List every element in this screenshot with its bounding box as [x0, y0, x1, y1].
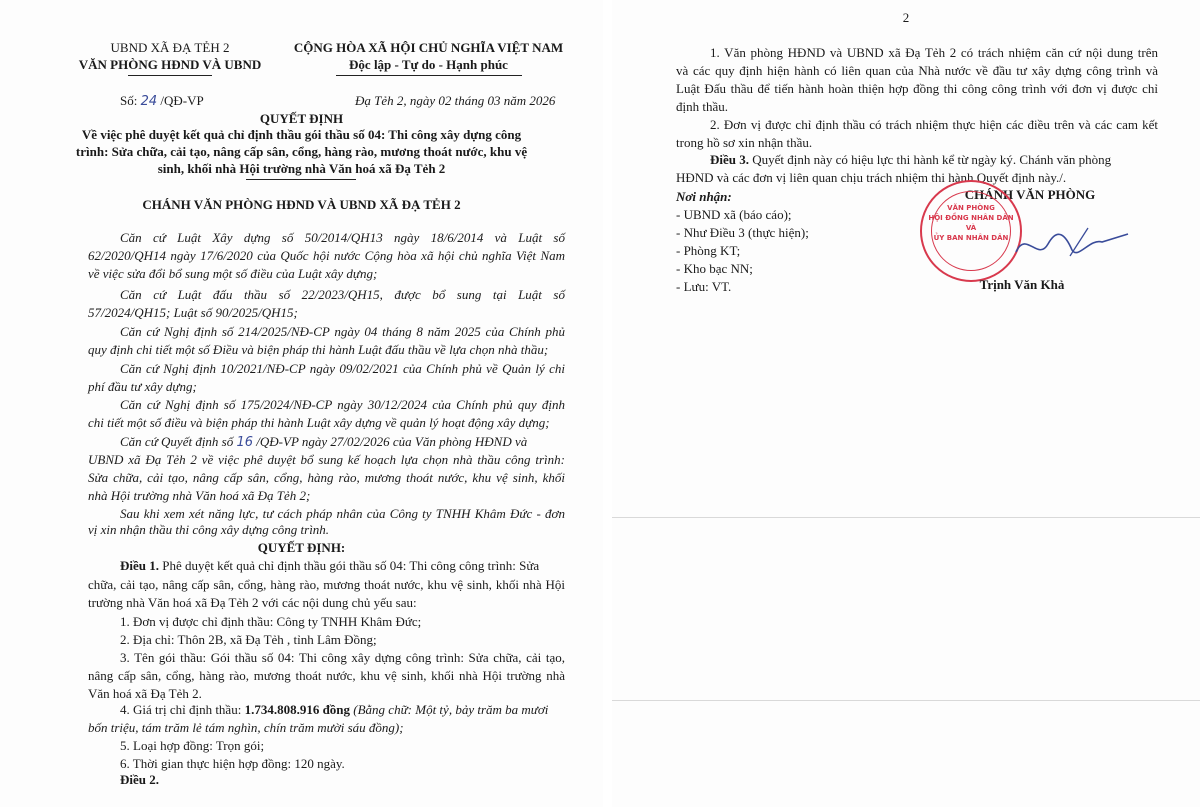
review-line-2: vị xin nhận thầu thi công xây dựng công trình. [88, 522, 330, 537]
item-6: 6. Thời gian thực hiện hợp đồng: 120 ngày. [120, 756, 345, 771]
place-date: Đạ Tẻh 2, ngày 02 tháng 03 năm 2026 [355, 93, 556, 108]
article-2-label: Điều 2. [120, 772, 159, 787]
page-number: 2 [902, 10, 910, 25]
basis-6-line-1: Căn cứ Quyết định số 16 /QĐ-VP ngày 27/02/2026 của Văn phòng HĐND và [120, 434, 528, 450]
official-seal: VĂN PHÒNG HỘI ĐỒNG NHÂN DÂN VÀ ỦY BAN NHÂN DÂN [920, 180, 1022, 282]
document-page-2 [612, 0, 1200, 807]
review-line-1: Sau khi xem xét năng lực, tư cách pháp nhân của Công ty TNHH Khâm Đức - đơn [120, 506, 565, 521]
recipient-item: - Lưu: VT. [676, 279, 732, 294]
decide-title: QUYẾT ĐỊNH: [257, 540, 346, 555]
basis-6-line-3: Sửa chữa, cải tạo, nâng cấp sân, cổng, hàng rào, mương thoát nước, khu vệ sinh, khối [88, 470, 565, 485]
recipient-item: - Phòng KT; [676, 243, 741, 258]
clause-2-line-2: trong hồ sơ xin nhận thầu. [676, 135, 813, 150]
subject-line-3: sinh, khối nhà Hội trường nhà Văn hoá xã Đạ Tẻh 2 [157, 161, 446, 176]
basis-1-line-3: về việc sửa đổi bổ sung một số điều của Luật xây dựng; [88, 266, 378, 281]
item-3-line-1: 3. Tên gói thầu: Gói thầu số 04: Thi công xây dựng công trình: Sửa chữa, cải tạo, [120, 650, 565, 665]
clause-2-line-1: 2. Đơn vị được chỉ định thầu có trách nhiệm thực hiện các điều trên và các cam kết [710, 117, 1158, 132]
item-2: 2. Địa chỉ: Thôn 2B, xã Đạ Tẻh , tỉnh Lâm Đồng; [120, 632, 377, 647]
clause-1-line-1: 1. Văn phòng HĐND và UBND xã Đạ Tẻh 2 có trách nhiệm căn cứ nội dung trên [710, 45, 1158, 60]
article-3-line-2: HĐND và các đơn vị liên quan chịu trách nhiệm thi hành Quyết định này./. [676, 170, 1067, 185]
basis-2-line-2: 57/2024/QH15; Luật số 90/2025/QH15; [88, 305, 298, 320]
document-number: Số: 24 /QĐ-VP [120, 93, 204, 109]
basis-3-line-1: Căn cứ Nghị định số 214/2025/NĐ-CP ngày 04 tháng 8 năm 2025 của Chính phủ [120, 324, 565, 339]
subject-line-2: trình: Sửa chữa, cải tạo, nâng cấp sân, cổng, hàng rào, mương thoát nước, khu vệ [75, 144, 528, 159]
national-title: CỘNG HÒA XÃ HỘI CHỦ NGHĨA VIỆT NAM [293, 40, 564, 55]
contract-amount: 1.734.808.916 đồng [244, 702, 351, 717]
recipient-item: - Kho bạc NN; [676, 261, 753, 276]
recipient-item: - Như Điều 3 (thực hiện); [676, 225, 809, 240]
clause-1-line-3: Luật Đấu thầu để tiến hành hoàn thiện hợp đồng thi công công trình với đơn vị được chỉ [676, 81, 1158, 96]
basis-5-line-1: Căn cứ Nghị định số 175/2024/NĐ-CP ngày 30/12/2024 của Chính phủ quy định [120, 397, 565, 412]
scan-line [612, 517, 1200, 518]
handwritten-qd-number: 16 [236, 435, 254, 450]
item-4-line-1: 4. Giá trị chỉ định thầu: 1.734.808.916 đồng (Bằng chữ: Một tỷ, bảy trăm ba mươi [120, 702, 549, 717]
basis-1-line-2: 62/2020/QH14 ngày 17/6/2020 của Quốc hội nước Cộng hòa xã hội chủ nghĩa Việt Nam [88, 248, 565, 263]
article-1-line-1: Điều 1. Phê duyệt kết quả chỉ định thầu gói thầu số 04: Thi công công trình: Sửa [120, 558, 540, 573]
basis-2-line-1: Căn cứ Luật đấu thầu số 22/2023/QH15, được bổ sung tại Luật số [120, 287, 565, 302]
org-line-1: UBND XÃ ĐẠ TẺH 2 [110, 40, 230, 55]
subject-underline [246, 179, 356, 180]
article-1-line-3: trường nhà Văn hoá xã Đạ Tẻh 2 với các nội dung chủ yếu sau: [88, 595, 417, 610]
authority-title: CHÁNH VĂN PHÒNG HĐND VÀ UBND XÃ ĐẠ TẺH 2 [142, 197, 461, 212]
clause-1-line-4: định thầu. [676, 99, 728, 114]
motto-underline [336, 75, 522, 76]
basis-4-line-2: phí đầu tư xây dựng; [88, 379, 197, 394]
article-1-line-2: chữa, cải tạo, nâng cấp sân, cổng, hàng rào, mương thoát nước, khu vệ sinh, khối nhà Hội [88, 577, 565, 592]
recipients-title: Nơi nhận: [676, 189, 732, 204]
item-1: 1. Đơn vị được chỉ định thầu: Công ty TNHH Khâm Đức; [120, 614, 422, 629]
item-4-line-2: bốn triệu, tám trăm lẻ tám nghìn, chín trăm mười sáu đồng); [88, 720, 404, 735]
basis-3-line-2: quy định chi tiết một số Điều và biện pháp thi hành Luật đấu thầu về lựa chọn nhà thầu; [88, 342, 549, 357]
org-underline [128, 75, 212, 76]
handwritten-signature [1012, 222, 1132, 272]
article-3-line-1: Điều 3. Quyết định này có hiệu lực thi hành kể từ ngày ký. Chánh văn phòng [710, 152, 1112, 167]
scan-line [612, 700, 1200, 701]
basis-4-line-1: Căn cứ Nghị định 10/2021/NĐ-CP ngày 09/02/2021 của Chính phủ về Quản lý chi [120, 361, 565, 376]
subject-line-1: Về việc phê duyệt kết quả chỉ định thầu gói thầu số 04: Thi công xây dựng công [81, 127, 522, 142]
basis-6-line-4: nhà Hội trường nhà Văn hoá xã Đạ Tẻh 2; [88, 488, 311, 503]
basis-6-line-2: UBND xã Đạ Tẻh 2 về việc phê duyệt bổ sung kế hoạch lựa chọn nhà thầu công trình: [88, 452, 565, 467]
signer-title: CHÁNH VĂN PHÒNG [964, 187, 1096, 202]
page-gap [603, 0, 612, 807]
signer-name: Trịnh Văn Khả [979, 277, 1065, 292]
clause-1-line-2: và các quy định hiện hành có liên quan của Nhà nước về đầu tư xây dựng công trình và [676, 63, 1158, 78]
basis-1-line-1: Căn cứ Luật Xây dựng số 50/2014/QH13 ngày 18/6/2014 và Luật số [120, 230, 565, 245]
basis-5-line-2: chi tiết một số điều và biện pháp thi hành Luật xây dựng về quản lý hoạt động xây dựng; [88, 415, 550, 430]
item-3-line-3: Văn hoá xã Đạ Tẻh 2. [88, 686, 202, 701]
org-line-2: VĂN PHÒNG HĐND VÀ UBND [78, 57, 262, 72]
decision-title: QUYẾT ĐỊNH [259, 111, 344, 126]
item-3-line-2: nâng cấp sân, cổng, hàng rào, mương thoát nước, khu vệ sinh, khối nhà Hội trường nhà [88, 668, 565, 683]
national-motto: Độc lập - Tự do - Hạnh phúc [349, 57, 508, 72]
item-5: 5. Loại hợp đồng: Trọn gói; [120, 738, 265, 753]
handwritten-number: 24 [140, 94, 158, 109]
recipient-item: - UBND xã (báo cáo); [676, 207, 792, 222]
